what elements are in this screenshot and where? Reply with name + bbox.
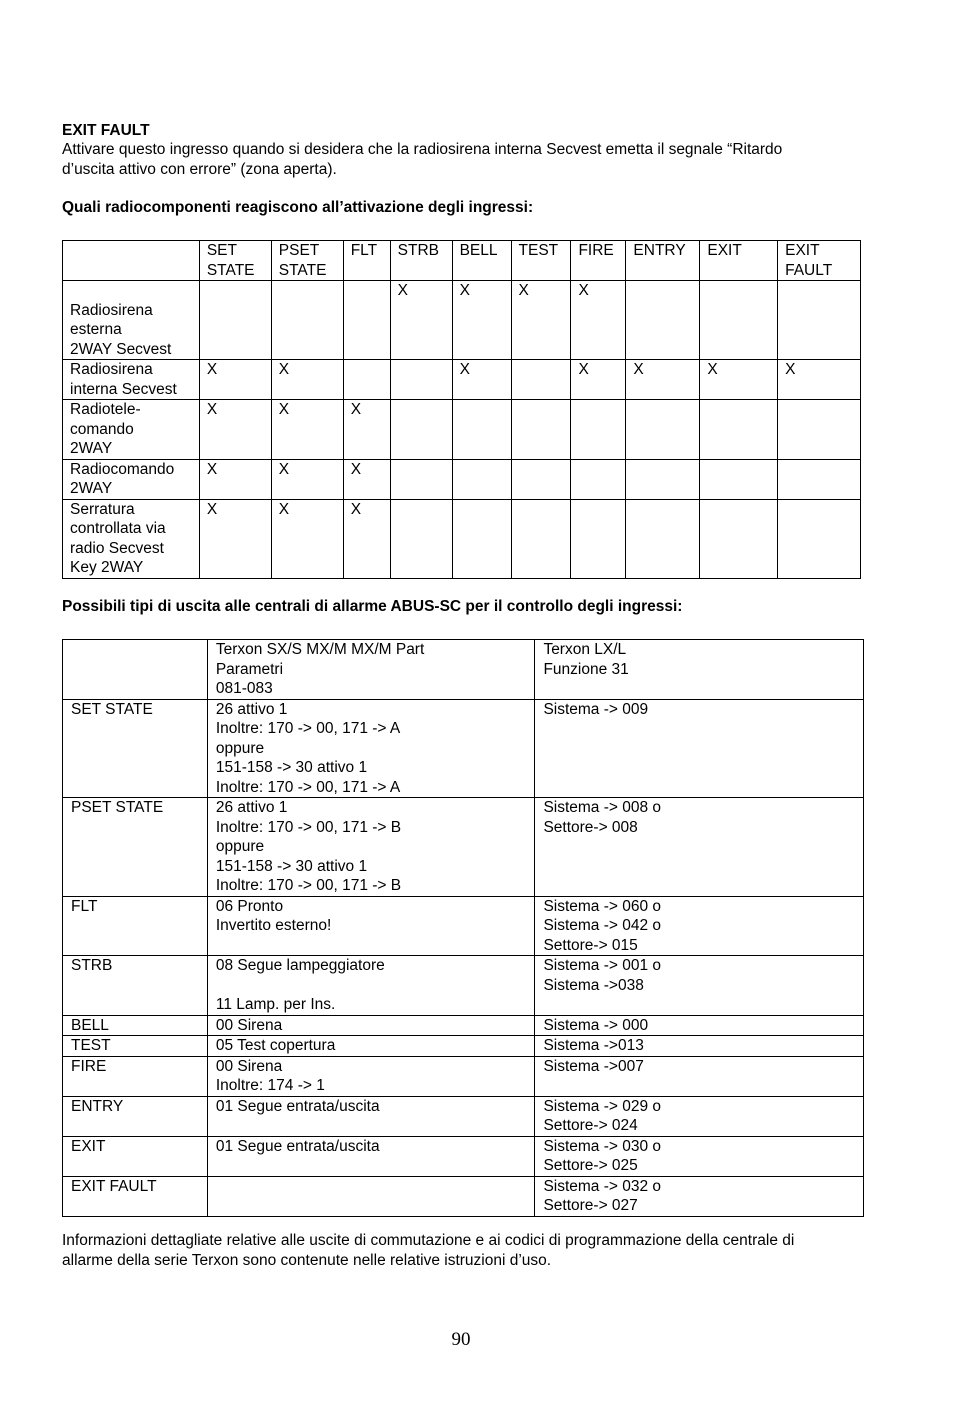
t1-cell	[390, 400, 452, 460]
table1-heading: Quali radiocomponenti reagiscono all’attivazione degli ingressi:	[62, 199, 534, 216]
t2-cell: 01 Segue entrata/uscita	[207, 1096, 535, 1136]
t2-cell: ENTRY	[63, 1096, 208, 1136]
t2-row	[63, 1015, 864, 1036]
t2-row	[63, 1136, 864, 1176]
t2-cell: Sistema -> 001 o Sistema ->038	[535, 956, 864, 1016]
t1-cell: X	[571, 281, 626, 360]
t1-cell: X	[390, 281, 452, 360]
t1-header-cell: ENTRY	[626, 241, 700, 281]
t2-header-cell: Terxon LX/L Funzione 31	[535, 640, 864, 700]
t1-cell: Serratura controllata via radio Secvest Key 2WAY	[63, 499, 200, 578]
t2-row	[63, 896, 864, 956]
t1-row	[63, 499, 861, 578]
t1-row	[63, 400, 861, 460]
t1-cell	[390, 499, 452, 578]
t2-row	[63, 1096, 864, 1136]
t2-row	[63, 1056, 864, 1096]
t1-cell	[511, 400, 571, 460]
t1-cell: Radiotele- comando 2WAY	[63, 400, 200, 460]
t1-cell	[626, 281, 700, 360]
t1-cell	[452, 459, 511, 499]
t1-cell	[778, 459, 861, 499]
t2-cell: 26 attivo 1 Inoltre: 170 -> 00, 171 -> B oppure 151-158 -> 30 attivo 1 Inoltre: 170 -> 00, 171 -> B	[207, 798, 535, 897]
t2-cell: 00 Sirena Inoltre: 174 -> 1	[207, 1056, 535, 1096]
intro-paragraph: Attivare questo ingresso quando si desidera che la radiosirena interna Secvest emetta il segnale “Ritardo d’uscita attivo con errore” (zona aperta).	[62, 141, 783, 178]
t1-cell	[511, 499, 571, 578]
table2-heading: Possibili tipi di uscita alle centrali di allarme ABUS-SC per il controllo degli ingressi:	[62, 598, 683, 615]
t2-cell: TEST	[63, 1036, 208, 1057]
t1-cell: X	[343, 499, 390, 578]
t1-header-cell: FIRE	[571, 241, 626, 281]
t1-header-cell	[63, 241, 200, 281]
t2-row	[63, 699, 864, 798]
t1-cell: X	[271, 360, 343, 400]
radiocomponents-table	[62, 240, 861, 579]
t2-cell: Sistema ->007	[535, 1056, 864, 1096]
t2-cell: SET STATE	[63, 699, 208, 798]
t1-cell	[511, 360, 571, 400]
t2-row	[63, 798, 864, 897]
t1-cell	[571, 459, 626, 499]
t1-cell	[271, 281, 343, 360]
t1-cell	[452, 400, 511, 460]
t1-header-cell: EXIT	[700, 241, 778, 281]
t2-cell: 00 Sirena	[207, 1015, 535, 1036]
t1-cell	[700, 499, 778, 578]
footer-paragraph: Informazioni dettagliate relative alle uscite di commutazione e ai codici di programmazione della centrale di allarme della serie Terxon sono contenute nelle relative istruzioni d’uso.	[62, 1232, 795, 1269]
t1-cell: X	[343, 459, 390, 499]
t2-cell: STRB	[63, 956, 208, 1016]
t1-cell	[571, 499, 626, 578]
t2-header-cell: Terxon SX/S MX/M MX/M Part Parametri 081-083	[207, 640, 535, 700]
t1-cell: Radiosirena interna Secvest	[63, 360, 200, 400]
t2-cell: Sistema -> 008 o Settore-> 008	[535, 798, 864, 897]
t2-header-cell	[63, 640, 208, 700]
t1-header-cell: STRB	[390, 241, 452, 281]
t2-row	[63, 1036, 864, 1057]
t2-cell: 01 Segue entrata/uscita	[207, 1136, 535, 1176]
t1-header-row	[63, 241, 861, 281]
t1-cell	[700, 459, 778, 499]
t1-cell: X	[199, 459, 271, 499]
t2-cell: Sistema ->013	[535, 1036, 864, 1057]
t1-cell	[700, 400, 778, 460]
t2-cell: Sistema -> 060 o Sistema -> 042 o Settore-> 015	[535, 896, 864, 956]
t1-header-cell: EXIT FAULT	[778, 241, 861, 281]
t2-cell: 08 Segue lampeggiatore 11 Lamp. per Ins.	[207, 956, 535, 1016]
t2-cell: Sistema -> 030 o Settore-> 025	[535, 1136, 864, 1176]
t2-cell: 06 Pronto Invertito esterno!	[207, 896, 535, 956]
t1-cell: X	[700, 360, 778, 400]
t2-cell: 05 Test copertura	[207, 1036, 535, 1057]
t1-header-cell: BELL	[452, 241, 511, 281]
t2-cell: Sistema -> 009	[535, 699, 864, 798]
t1-cell	[511, 459, 571, 499]
t2-cell: FLT	[63, 896, 208, 956]
t1-cell: Radiocomando 2WAY	[63, 459, 200, 499]
t1-cell	[778, 400, 861, 460]
t1-cell	[778, 281, 861, 360]
t2-row	[63, 1176, 864, 1216]
t1-cell: X	[343, 400, 390, 460]
t1-cell: X	[199, 400, 271, 460]
t1-cell: X	[271, 499, 343, 578]
t2-cell: Sistema -> 000	[535, 1015, 864, 1036]
t1-cell	[571, 400, 626, 460]
t1-cell	[626, 499, 700, 578]
t1-cell: X	[271, 459, 343, 499]
t1-cell: X	[571, 360, 626, 400]
t1-cell	[700, 281, 778, 360]
t2-header-row	[63, 640, 864, 700]
t2-cell: EXIT	[63, 1136, 208, 1176]
t1-cell: X	[778, 360, 861, 400]
t1-cell	[390, 459, 452, 499]
t1-row	[63, 459, 861, 499]
t2-cell: EXIT FAULT	[63, 1176, 208, 1216]
t2-cell	[207, 1176, 535, 1216]
t1-row	[63, 360, 861, 400]
t1-cell	[778, 499, 861, 578]
t2-cell: Sistema -> 032 o Settore-> 027	[535, 1176, 864, 1216]
t1-cell	[343, 281, 390, 360]
t1-header-cell: TEST	[511, 241, 571, 281]
output-types-table	[62, 639, 864, 1217]
t2-cell: FIRE	[63, 1056, 208, 1096]
t2-cell: Sistema -> 029 o Settore-> 024	[535, 1096, 864, 1136]
t1-cell: X	[271, 400, 343, 460]
t1-cell	[199, 281, 271, 360]
t1-header-cell: SET STATE	[199, 241, 271, 281]
t1-cell: Radiosirena esterna 2WAY Secvest	[63, 281, 200, 360]
t1-cell	[626, 459, 700, 499]
t1-cell: X	[511, 281, 571, 360]
t2-cell: BELL	[63, 1015, 208, 1036]
t1-cell	[343, 360, 390, 400]
t1-cell: X	[199, 499, 271, 578]
t1-cell	[452, 499, 511, 578]
t2-cell: PSET STATE	[63, 798, 208, 897]
t1-cell: X	[626, 360, 700, 400]
t2-row	[63, 956, 864, 1016]
t1-row	[63, 281, 861, 360]
t1-header-cell: PSET STATE	[271, 241, 343, 281]
t2-cell: 26 attivo 1 Inoltre: 170 -> 00, 171 -> A oppure 151-158 -> 30 attivo 1 Inoltre: 170 -> 00, 171 -> A	[207, 699, 535, 798]
page-number: 90	[451, 1329, 471, 1350]
t1-cell	[390, 360, 452, 400]
t1-header-cell: FLT	[343, 241, 390, 281]
t1-cell	[626, 400, 700, 460]
section-title: EXIT FAULT	[62, 122, 150, 139]
t1-cell: X	[199, 360, 271, 400]
t1-cell: X	[452, 360, 511, 400]
t1-cell: X	[452, 281, 511, 360]
